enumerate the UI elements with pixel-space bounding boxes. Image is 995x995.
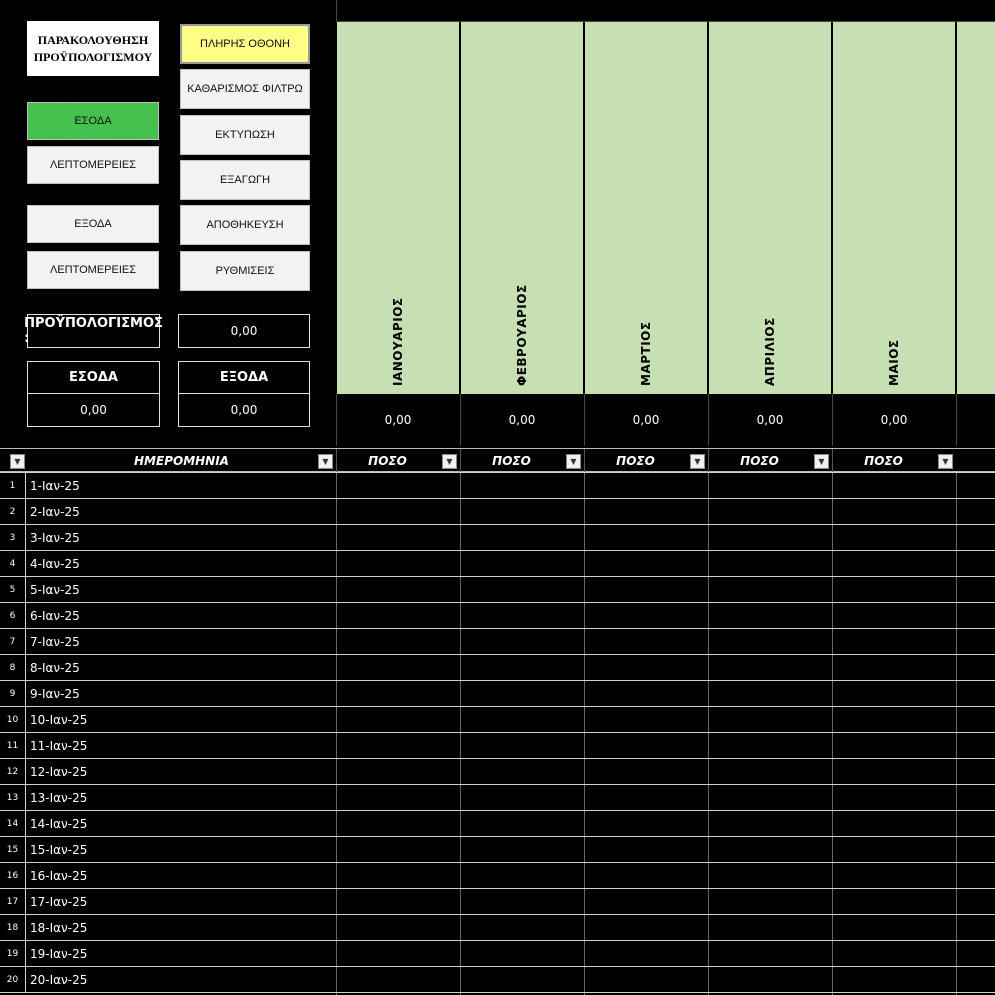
row-number: 16	[0, 863, 26, 888]
amount-filter-button-april[interactable]: ▼	[814, 454, 829, 469]
row-date[interactable]: 19-Ιαν-25	[30, 946, 88, 961]
table-row[interactable]	[0, 888, 995, 914]
row-number: 2	[0, 499, 26, 524]
row-date[interactable]: 16-Ιαν-25	[30, 868, 88, 883]
row-date[interactable]: 5-Ιαν-25	[30, 582, 80, 597]
column-header-date	[27, 449, 336, 473]
table-row[interactable]	[0, 524, 995, 550]
amount-filter-button-march[interactable]: ▼	[690, 454, 705, 469]
row-date[interactable]: 15-Ιαν-25	[30, 842, 88, 857]
row-number: 7	[0, 629, 26, 654]
amount-filter-button-may[interactable]: ▼	[938, 454, 953, 469]
month-header-march	[584, 22, 707, 394]
top-divider	[336, 0, 995, 22]
month-header-april	[708, 22, 831, 394]
month-total-partial	[956, 394, 995, 446]
table-row[interactable]	[0, 680, 995, 706]
table-row[interactable]	[0, 472, 995, 498]
column-header-label: ΗΜΕΡΟΜΗΝΙΑ	[134, 454, 229, 468]
month-header-partial	[956, 22, 995, 394]
row-number: 13	[0, 785, 26, 810]
row-date[interactable]: 14-Ιαν-25	[30, 816, 88, 831]
income-total-label: ΕΣΟΔΑ	[27, 361, 160, 394]
clear-filter-button[interactable]: ΚΑΘΑΡΙΣΜΟΣ ΦΙΛΤΡΩ	[180, 69, 310, 109]
row-date[interactable]: 1-Ιαν-25	[30, 478, 80, 493]
row-date[interactable]: 10-Ιαν-25	[30, 712, 88, 727]
row-number: 18	[0, 915, 26, 940]
month-header-february	[460, 22, 583, 394]
month-total-april: 0,00	[708, 394, 831, 446]
row-number: 12	[0, 759, 26, 784]
table-row[interactable]	[0, 784, 995, 810]
month-name: ΜΑΡΤΙΟΣ	[639, 321, 653, 386]
save-button[interactable]: ΑΠΟΘΗΚΕΥΣΗ	[180, 205, 310, 245]
month-name: ΙΑΝΟΥΑΡΙΟΣ	[391, 297, 405, 386]
table-row[interactable]	[0, 966, 995, 993]
expense-total-label: ΕΞΟΔΑ	[178, 361, 310, 394]
row-number: 6	[0, 603, 26, 628]
table-row[interactable]	[0, 498, 995, 524]
income-total-value: 0,00	[27, 393, 160, 427]
print-button[interactable]: ΕΚΤΥΠΩΣΗ	[180, 115, 310, 155]
budget-label: ΠΡΟΫΠΟΛΟΓΙΣΜΟΣ :	[24, 316, 163, 346]
column-header-label: ΠΟΣΟ	[740, 454, 779, 468]
table-row[interactable]	[0, 836, 995, 862]
fullscreen-button[interactable]: ΠΛΗΡΗΣ ΟΘΟΝΗ	[180, 24, 310, 64]
row-date[interactable]: 20-Ιαν-25	[30, 972, 88, 987]
row-date[interactable]: 4-Ιαν-25	[30, 556, 80, 571]
expense-details-button[interactable]: ΛΕΠΤΟΜΕΡΕΙΕΣ	[27, 251, 159, 289]
month-header-may	[832, 22, 955, 394]
table-row[interactable]	[0, 550, 995, 576]
row-number: 14	[0, 811, 26, 836]
date-filter-button[interactable]: ▼	[318, 454, 333, 469]
column-header-label: ΠΟΣΟ	[492, 454, 531, 468]
amount-filter-button-february[interactable]: ▼	[566, 454, 581, 469]
month-name: ΜΑΙΟΣ	[887, 339, 901, 386]
row-number: 8	[0, 655, 26, 680]
table-row[interactable]	[0, 654, 995, 680]
row-date[interactable]: 11-Ιαν-25	[30, 738, 88, 753]
row-filter-button[interactable]: ▼	[10, 454, 25, 469]
table-row[interactable]	[0, 758, 995, 784]
month-total-february: 0,00	[460, 394, 583, 446]
table-row[interactable]	[0, 706, 995, 732]
row-number: 10	[0, 707, 26, 732]
table-header	[0, 448, 995, 472]
month-name: ΑΠΡΙΛΙΟΣ	[763, 317, 777, 386]
column-header-label: ΠΟΣΟ	[864, 454, 903, 468]
income-details-button[interactable]: ΛΕΠΤΟΜΕΡΕΙΕΣ	[27, 146, 159, 184]
budget-value[interactable]: 0,00	[178, 314, 310, 348]
row-date[interactable]: 6-Ιαν-25	[30, 608, 80, 623]
row-date[interactable]: 9-Ιαν-25	[30, 686, 80, 701]
app-title: ΠΑΡΑΚΟΛΟΥΘΗΣΗ ΠΡΟΫΠΟΛΟΓΙΣΜΟΥ	[27, 21, 159, 76]
row-date[interactable]: 7-Ιαν-25	[30, 634, 80, 649]
column-header-label: ΠΟΣΟ	[368, 454, 407, 468]
row-number: 11	[0, 733, 26, 758]
expense-button[interactable]: ΕΞΟΔΑ	[27, 205, 159, 243]
row-date[interactable]: 8-Ιαν-25	[30, 660, 80, 675]
row-number: 19	[0, 941, 26, 966]
expense-total-value: 0,00	[178, 393, 310, 427]
row-number: 3	[0, 525, 26, 550]
row-number: 1	[0, 473, 26, 498]
row-date[interactable]: 2-Ιαν-25	[30, 504, 80, 519]
row-number: 9	[0, 681, 26, 706]
export-button[interactable]: ΕΞΑΓΩΓΗ	[180, 160, 310, 200]
table-row[interactable]	[0, 940, 995, 966]
row-number: 4	[0, 551, 26, 576]
month-total-march: 0,00	[584, 394, 707, 446]
row-date[interactable]: 17-Ιαν-25	[30, 894, 88, 909]
month-total-may: 0,00	[832, 394, 955, 446]
settings-button[interactable]: ΡΥΘΜΙΣΕΙΣ	[180, 251, 310, 291]
table-row[interactable]	[0, 810, 995, 836]
table-row[interactable]	[0, 628, 995, 654]
row-date[interactable]: 13-Ιαν-25	[30, 790, 88, 805]
income-button[interactable]: ΕΣΟΔΑ	[27, 102, 159, 140]
row-date[interactable]: 3-Ιαν-25	[30, 530, 80, 545]
row-number: 15	[0, 837, 26, 862]
row-number: 5	[0, 577, 26, 602]
month-header-january	[336, 22, 459, 394]
month-name: ΦΕΒΡΟΥΑΡΙΟΣ	[515, 284, 529, 386]
row-date[interactable]: 12-Ιαν-25	[30, 764, 88, 779]
table-row[interactable]	[0, 914, 995, 940]
table-row[interactable]	[0, 602, 995, 628]
amount-filter-button-january[interactable]: ▼	[442, 454, 457, 469]
table-row[interactable]	[0, 862, 995, 888]
row-number: 20	[0, 967, 26, 992]
table-row[interactable]	[0, 576, 995, 602]
row-number: 17	[0, 889, 26, 914]
table-row[interactable]	[0, 732, 995, 758]
column-header-label: ΠΟΣΟ	[616, 454, 655, 468]
row-date[interactable]: 18-Ιαν-25	[30, 920, 88, 935]
month-total-january: 0,00	[336, 394, 459, 446]
